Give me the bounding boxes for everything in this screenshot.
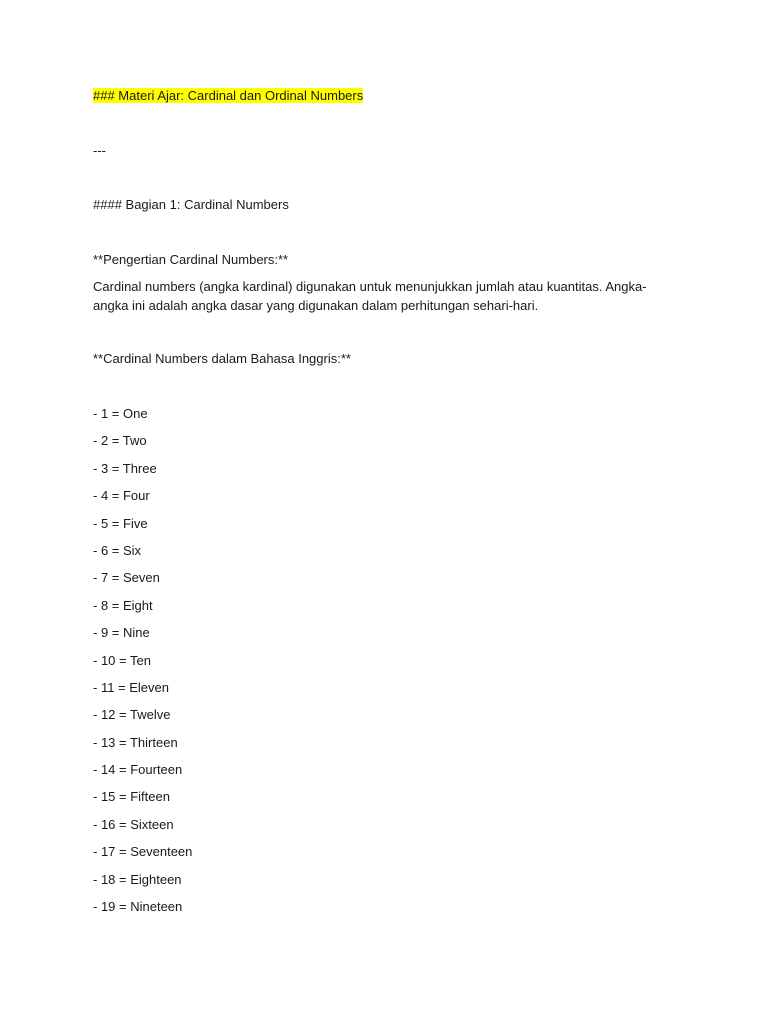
list-item: - 16 = Sixteen (93, 816, 174, 832)
list-item: - 4 = Four (93, 488, 150, 504)
document-title: ### Materi Ajar: Cardinal dan Ordinal Numbers (93, 88, 364, 103)
list-item: - 11 = Eleven (93, 679, 170, 695)
cardinal-numbers-list (93, 404, 192, 924)
list-heading: **Cardinal Numbers dalam Bahasa Inggris:** (93, 351, 351, 366)
list-item: - 13 = Thirteen (93, 734, 178, 750)
document-title-line (93, 86, 363, 105)
list-item: - 3 = Three (93, 460, 157, 476)
list-item: - 10 = Ten (93, 652, 151, 668)
list-item: - 12 = Twelve (93, 707, 171, 723)
list-item: - 14 = Fourteen (93, 762, 183, 778)
definition-paragraph: Cardinal numbers (angka kardinal) digunakan untuk menunjukkan jumlah atau kuantitas. Angka-angka ini adalah angka dasar yang digunakan dalam perhitungan sehari-hari. (93, 279, 647, 313)
list-item: - 2 = Two (93, 433, 147, 449)
list-item: - 15 = Fifteen (93, 789, 170, 805)
list-item: - 1 = One (93, 406, 148, 421)
separator: --- (93, 143, 106, 158)
list-item: - 18 = Eighteen (93, 871, 182, 887)
list-item: - 17 = Seventeen (93, 844, 193, 860)
list-item: - 7 = Seven (93, 570, 160, 586)
list-item: - 5 = Five (93, 515, 148, 531)
section-heading: #### Bagian 1: Cardinal Numbers (93, 197, 289, 212)
list-item: - 9 = Nine (93, 625, 150, 641)
list-item: - 8 = Eight (93, 597, 153, 613)
list-item: - 19 = Nineteen (93, 899, 183, 915)
list-item: - 6 = Six (93, 542, 142, 558)
definition-heading: **Pengertian Cardinal Numbers:** (93, 252, 289, 267)
